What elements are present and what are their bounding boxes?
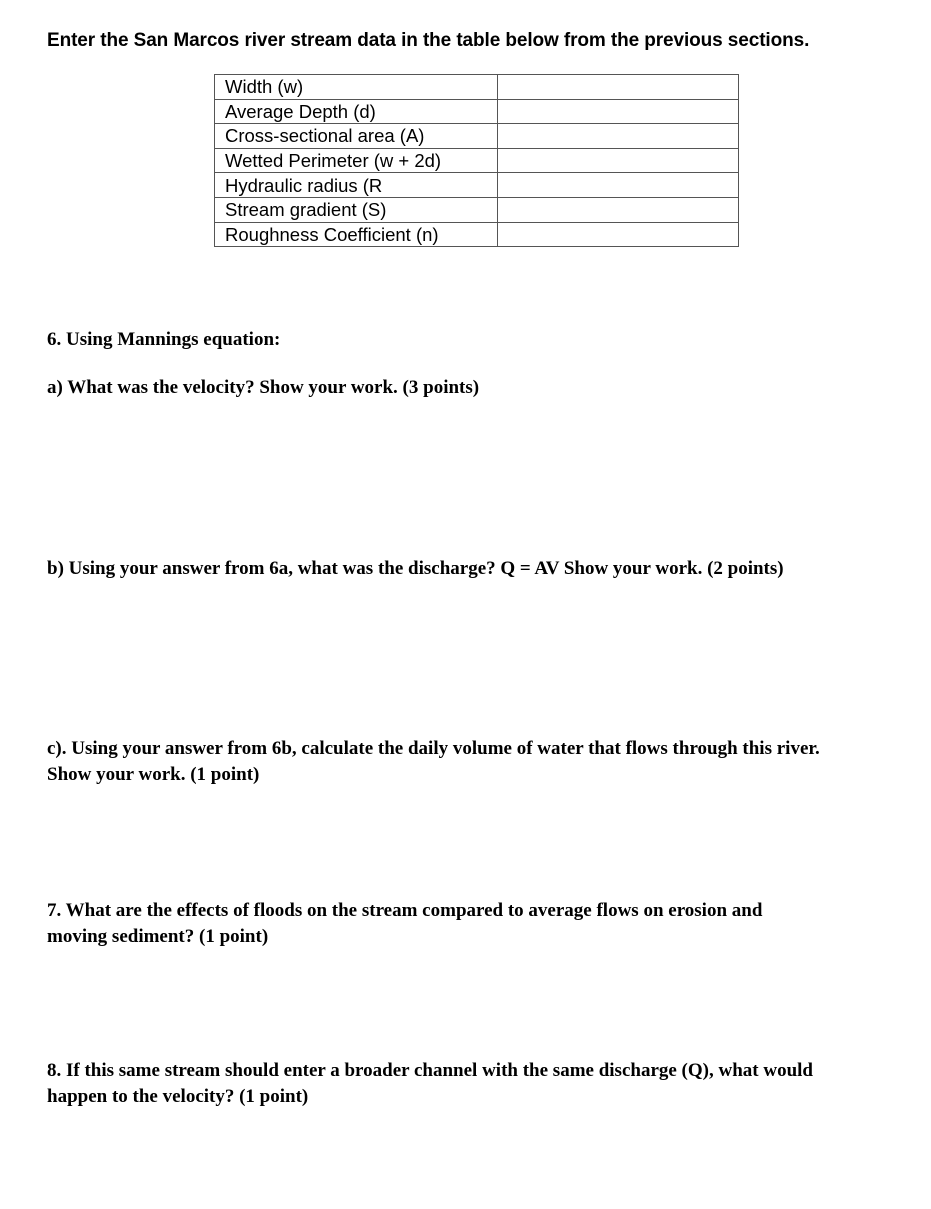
question-6c-line-1: c). Using your answer from 6b, calculate the daily volume of water that flows through this river. [47,738,820,759]
row-label-hydraulic-radius: Hydraulic radius (R [215,173,498,198]
table-row [215,75,739,100]
stream-data-table [214,74,739,247]
table-row [215,99,739,124]
question-8-line-1: 8. If this same stream should enter a broader channel with the same discharge (Q), what would [47,1060,813,1081]
question-6a: a) What was the velocity? Show your work. (3 points) [47,377,480,398]
row-label-cross-sectional-area: Cross-sectional area (A) [215,124,498,149]
instructions-heading: Enter the San Marcos river stream data in the table below from the previous sections. [47,30,810,51]
question-7-line-1: 7. What are the effects of floods on the stream compared to average flows on erosion and [47,900,763,921]
table-row [215,222,739,247]
row-value-cross-sectional-area[interactable] [498,124,739,149]
row-value-hydraulic-radius[interactable] [498,173,739,198]
row-label-wetted-perimeter: Wetted Perimeter (w + 2d) [215,148,498,173]
table-row [215,173,739,198]
row-value-width[interactable] [498,75,739,100]
row-value-average-depth[interactable] [498,99,739,124]
table-row [215,197,739,222]
question-7-line-2: moving sediment? (1 point) [47,926,269,947]
question-6c-line-2: Show your work. (1 point) [47,764,260,785]
question-6-title: 6. Using Mannings equation: [47,329,281,350]
question-6b: b) Using your answer from 6a, what was the discharge? Q = AV Show your work. (2 points) [47,558,784,579]
row-value-stream-gradient[interactable] [498,197,739,222]
row-value-wetted-perimeter[interactable] [498,148,739,173]
row-label-roughness-coefficient: Roughness Coefficient (n) [215,222,498,247]
table-row [215,124,739,149]
row-value-roughness-coefficient[interactable] [498,222,739,247]
table-row [215,148,739,173]
row-label-stream-gradient: Stream gradient (S) [215,197,498,222]
row-label-average-depth: Average Depth (d) [215,99,498,124]
question-8-line-2: happen to the velocity? (1 point) [47,1086,309,1107]
row-label-width: Width (w) [215,75,498,100]
